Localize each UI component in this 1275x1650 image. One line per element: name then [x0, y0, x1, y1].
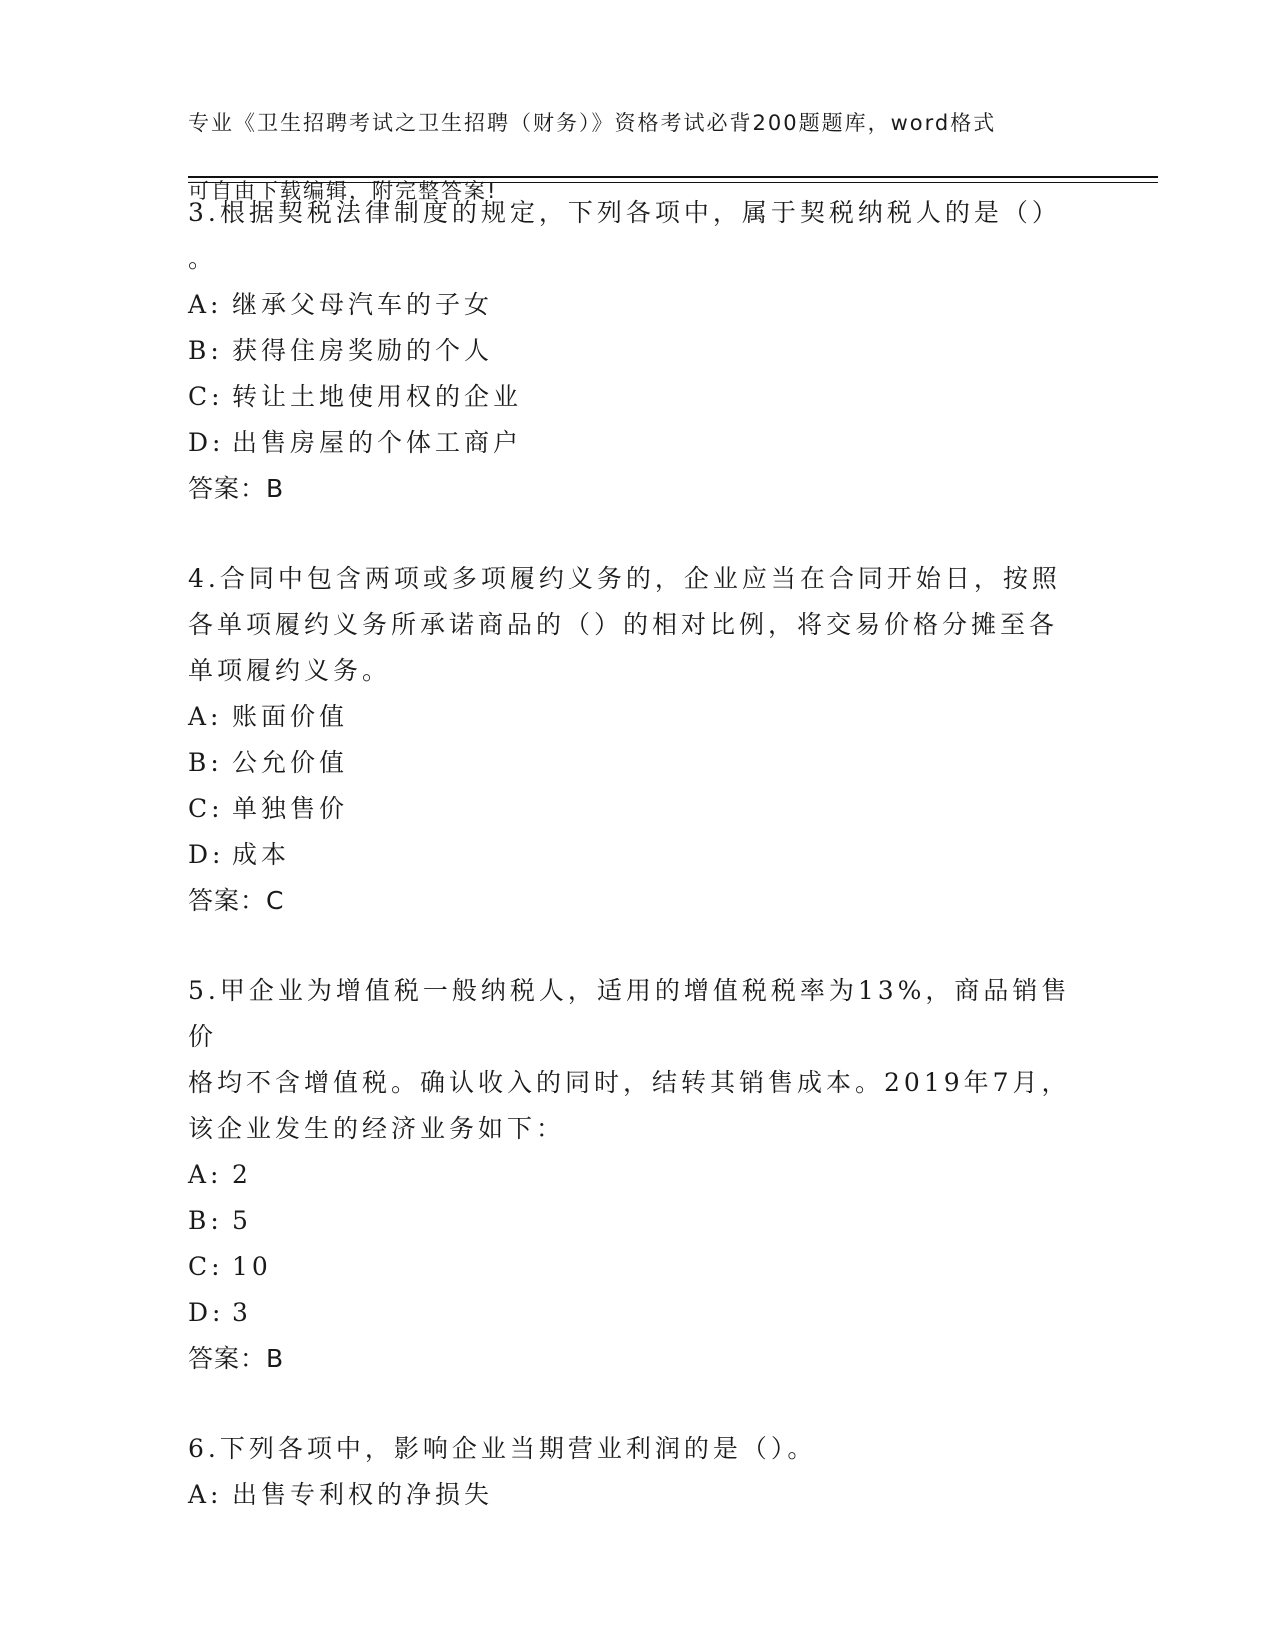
option-letter: C: [188, 382, 224, 411]
option-text: 5 [232, 1206, 252, 1235]
option-text: 获得住房奖励的个人 [232, 336, 494, 365]
option-c [188, 374, 1088, 420]
answer-line: 答案：B [188, 474, 285, 503]
option-letter: B: [188, 1206, 223, 1235]
header-line-2: 可自由下载编辑，附完整答案! [188, 179, 498, 203]
option-a [188, 282, 1088, 328]
option-c [188, 786, 1088, 832]
option-letter: A: [188, 290, 223, 319]
question-stem: 3.根据契税法律制度的规定，下列各项中，属于契税纳税人的是（） 。 [188, 198, 1061, 273]
option-letter: A: [188, 1480, 223, 1509]
header-line-1: 专业《卫生招聘考试之卫生招聘（财务）》资格考试必背200题题库，word格式 [188, 111, 997, 135]
option-d [188, 420, 1088, 466]
option-c [188, 1244, 1088, 1290]
question-item [188, 1426, 1088, 1518]
option-letter: B: [188, 748, 223, 777]
question-list [188, 190, 1088, 1562]
option-letter: D: [188, 1298, 225, 1327]
option-a [188, 1472, 1088, 1518]
answer-line: 答案：B [188, 1344, 285, 1373]
option-b [188, 740, 1088, 786]
option-d [188, 832, 1088, 878]
option-text: 继承父母汽车的子女 [232, 290, 494, 319]
option-letter: D: [188, 428, 225, 457]
option-letter: D: [188, 840, 225, 869]
question-item [188, 190, 1088, 512]
question-item [188, 556, 1088, 924]
question-item [188, 968, 1088, 1382]
option-text: 出售房屋的个体工商户 [232, 428, 523, 457]
question-stem: 4.合同中包含两项或多项履约义务的，企业应当在合同开始日，按照 各单项履约义务所承诺商品的（）的相对比例，将交易价格分摊至各 单项履约义务。 [188, 564, 1061, 685]
option-text: 出售专利权的净损失 [232, 1480, 494, 1509]
option-b [188, 328, 1088, 374]
option-text: 账面价值 [232, 702, 349, 731]
option-text: 转让土地使用权的企业 [232, 382, 523, 411]
option-text: 10 [232, 1252, 272, 1281]
option-letter: C: [188, 794, 224, 823]
option-letter: A: [188, 702, 223, 731]
option-a [188, 1152, 1088, 1198]
header-divider-thick [188, 176, 1158, 178]
question-stem: 5.甲企业为增值税一般纳税人，适用的增值税税率为13%，商品销售价 格均不含增值税。确认收入的同时，结转其销售成本。2019年7月， 该企业发生的经济业务如下： [188, 976, 1071, 1143]
header-divider-thin [188, 182, 1158, 183]
option-text: 2 [232, 1160, 252, 1189]
option-letter: B: [188, 336, 223, 365]
option-text: 成本 [232, 840, 291, 869]
option-b [188, 1198, 1088, 1244]
option-text: 单独售价 [232, 794, 349, 823]
option-a [188, 694, 1088, 740]
option-d [188, 1290, 1088, 1336]
option-letter: A: [188, 1160, 223, 1189]
option-letter: C: [188, 1252, 224, 1281]
answer-line: 答案：C [188, 886, 285, 915]
question-stem: 6.下列各项中，影响企业当期营业利润的是（）。 [188, 1434, 817, 1463]
option-text: 3 [232, 1298, 252, 1327]
option-text: 公允价值 [232, 748, 349, 777]
